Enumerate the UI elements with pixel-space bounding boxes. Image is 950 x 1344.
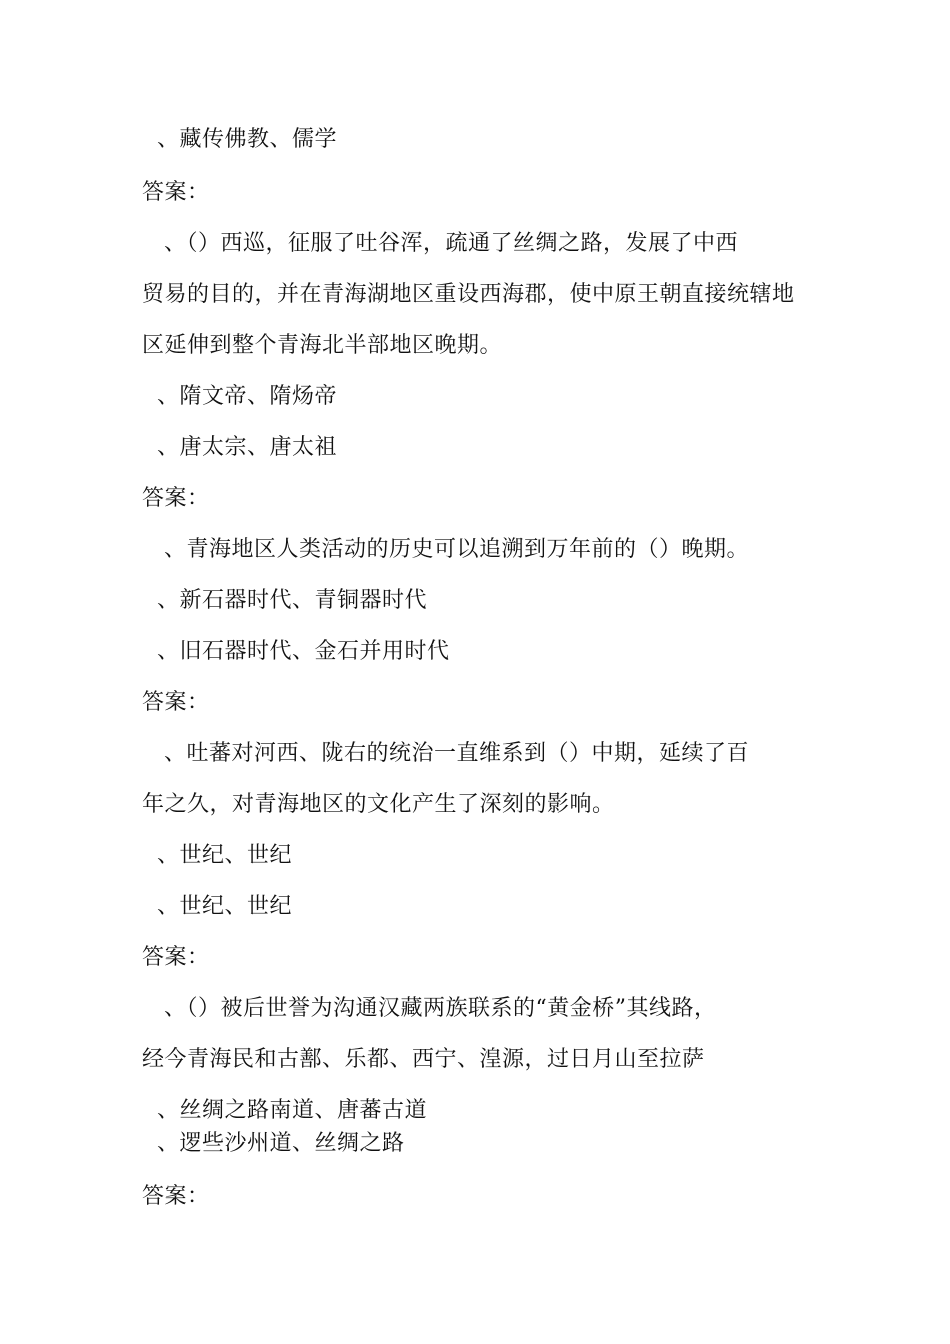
option-line: 、世纪、世纪 [157,843,293,868]
option-line: 、唐太宗、唐太祖 [157,435,338,460]
question-line: 、（）被后世誉为沟通汉藏两族联系的“黄金桥”其线路， [164,996,717,1021]
answer-label: 答案： [142,486,210,511]
answer-label: 答案： [142,690,210,715]
question-continuation: 年之久，对青海地区的文化产生了深刻的影响。 [142,792,615,817]
option-line: 、世纪、世纪 [157,894,293,919]
option-line: 、旧石器时代、金石并用时代 [157,639,450,664]
option-line: 、新石器时代、青铜器时代 [157,588,428,613]
question-line: 、（）西巡，征服了吐谷浑，疏通了丝绸之路，发展了中西 [164,231,739,256]
question-continuation: 区延伸到整个青海北半部地区晚期。 [142,333,503,358]
answer-label: 答案： [142,180,210,205]
option-line: 、丝绸之路南道、唐蕃古道 [157,1098,428,1123]
question-continuation: 贸易的目的，并在青海湖地区重设西海郡，使中原王朝直接统辖地 [142,282,795,307]
answer-label: 答案： [142,945,210,970]
option-line: 、逻些沙州道、丝绸之路 [157,1131,405,1156]
option-line: 、隋文帝、隋炀帝 [157,384,338,409]
answer-label: 答案： [142,1184,210,1209]
question-line: 、青海地区人类活动的历史可以追溯到万年前的（）晚期。 [164,537,750,562]
question-line: 、吐蕃对河西、陇右的统治一直维系到（）中期，延续了百 [164,741,750,766]
option-line: 、藏传佛教、儒学 [157,127,338,152]
question-continuation: 经今青海民和古鄯、乐都、西宁、湟源，过日月山至拉萨 [142,1047,705,1072]
